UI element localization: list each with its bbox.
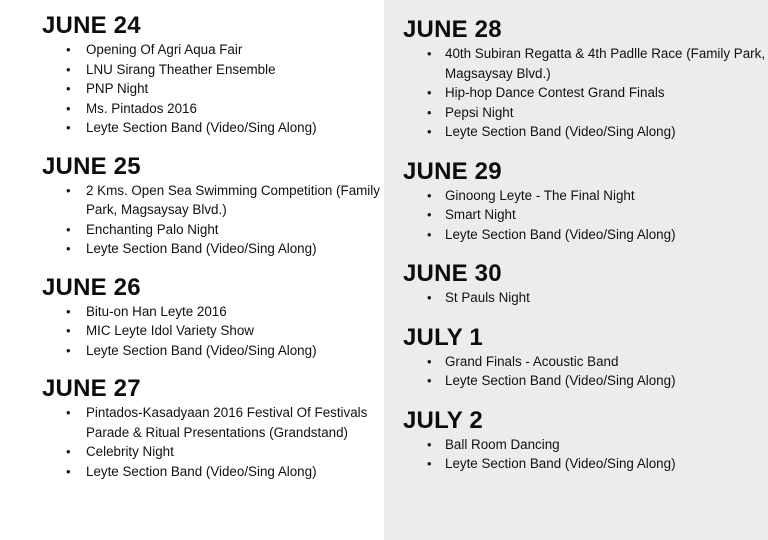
event-item: • Celebrity Night (42, 442, 384, 462)
day-section (403, 324, 768, 391)
section-spacer (403, 391, 768, 407)
event-item: • Leyte Section Band (Video/Sing Along) (403, 371, 768, 391)
day-section (403, 407, 768, 474)
section-spacer (42, 360, 384, 375)
day-heading: JUNE 25 (42, 152, 141, 180)
event-item: • Ginoong Leyte - The Final Night (403, 186, 768, 206)
event-item: • PNP Night (42, 79, 384, 99)
day-section (403, 260, 768, 308)
event-item: • Leyte Section Band (Video/Sing Along) (42, 239, 384, 259)
right-schedule-column (384, 0, 768, 540)
section-spacer (42, 138, 384, 153)
day-heading: JULY 2 (403, 406, 483, 434)
event-item: • Leyte Section Band (Video/Sing Along) (403, 225, 768, 245)
event-item: • Hip-hop Dance Contest Grand Finals (403, 83, 768, 103)
event-item: • Leyte Section Band (Video/Sing Along) (42, 462, 384, 482)
day-section (42, 12, 384, 138)
event-item: • LNU Sirang Theather Ensemble (42, 60, 384, 80)
event-item: • 2 Kms. Open Sea Swimming Competition (Family Park, Magsaysay Blvd.) (42, 181, 384, 220)
day-section (403, 16, 768, 142)
event-item: • St Pauls Night (403, 288, 768, 308)
event-item: • Opening Of Agri Aqua Fair (42, 40, 384, 60)
section-spacer (42, 259, 384, 274)
day-section (42, 375, 384, 481)
day-heading: JUNE 24 (42, 12, 141, 39)
section-spacer (403, 142, 768, 158)
section-spacer (403, 308, 768, 324)
event-item: • 40th Subiran Regatta & 4th Padlle Race (Family Park, Magsaysay Blvd.) (403, 44, 768, 83)
day-section (42, 274, 384, 361)
event-item: • Pintados-Kasadyaan 2016 Festival Of Festivals Parade & Ritual Presentations (Grandstand) (42, 403, 384, 442)
day-heading: JUNE 26 (42, 273, 141, 301)
event-list (403, 44, 768, 142)
day-heading: JUNE 27 (42, 375, 141, 402)
event-item: • Bitu-on Han Leyte 2016 (42, 302, 384, 322)
event-list (42, 181, 384, 259)
day-section (403, 158, 768, 245)
event-list (42, 403, 384, 481)
event-item: • Ball Room Dancing (403, 435, 768, 455)
event-list (403, 288, 768, 308)
event-item: • Smart Night (403, 205, 768, 225)
event-item: • Ms. Pintados 2016 (42, 99, 384, 119)
day-section (42, 153, 384, 259)
section-spacer (403, 244, 768, 260)
event-list (42, 40, 384, 138)
day-heading: JULY 1 (403, 323, 483, 351)
event-list (403, 352, 768, 391)
event-item: • Grand Finals - Acoustic Band (403, 352, 768, 372)
day-heading: JUNE 29 (403, 157, 502, 185)
day-heading: JUNE 30 (403, 260, 502, 287)
event-item: • MIC Leyte Idol Variety Show (42, 321, 384, 341)
event-item: • Enchanting Palo Night (42, 220, 384, 240)
event-list (403, 186, 768, 245)
event-item: • Leyte Section Band (Video/Sing Along) (42, 118, 384, 138)
event-item: • Leyte Section Band (Video/Sing Along) (403, 454, 768, 474)
event-list (42, 302, 384, 361)
event-item: • Pepsi Night (403, 103, 768, 123)
event-item: • Leyte Section Band (Video/Sing Along) (42, 341, 384, 361)
day-heading: JUNE 28 (403, 16, 502, 43)
event-item: • Leyte Section Band (Video/Sing Along) (403, 122, 768, 142)
event-list (403, 435, 768, 474)
